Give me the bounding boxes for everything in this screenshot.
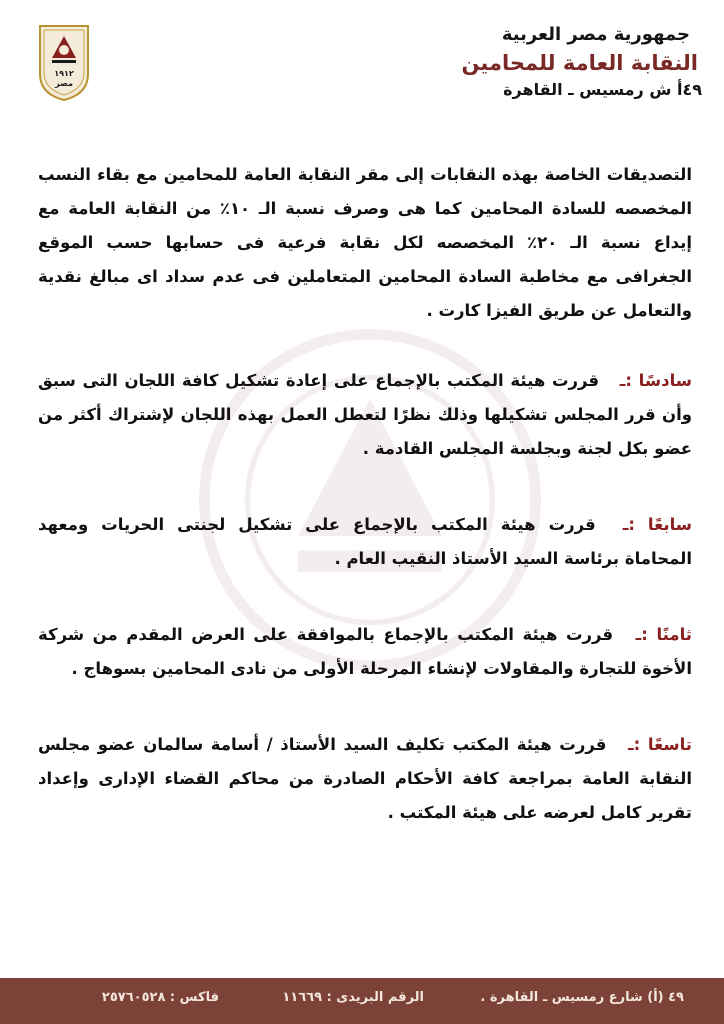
document-body [38, 158, 692, 872]
paragraph-text: قررت هيئة المكتب بالإجماع على تشكيل لجنتى الحريات ومعهد المحاماة برئاسة السيد الأستاذ النقيب العام . [38, 515, 692, 568]
paragraph-lead: سادسًا :ـ [619, 371, 692, 390]
paragraph [38, 364, 692, 466]
header-address: ٤٩أ ش رمسيس ـ القاهرة [503, 80, 702, 99]
footer-fax: فاكس : ٢٥٧٦٠٥٢٨ [101, 990, 219, 1005]
footer-postal-code: الرقم البريدى : ١١٦٦٩ [282, 990, 424, 1005]
footer-address: ٤٩ (أ) شارع رمسيس ـ القاهرة . [480, 990, 684, 1005]
organization-name: النقابة العامة للمحامين [461, 51, 698, 75]
paragraph-text: قررت هيئة المكتب تكليف السيد الأستاذ / أسامة سالمان عضو مجلس النقابة العامة بمراجعة كافة الأحكام الصادرة من محاكم القضاء الإدارى وإعداد تقرير كامل لعرضه على هيئة المكتب . [38, 735, 692, 822]
paragraph [38, 158, 692, 328]
paragraph-lead: سابعًا :ـ [622, 515, 693, 534]
paragraph-text: التصديقات الخاصة بهذه النقابات إلى مقر النقابة العامة للمحامين مع بقاء النسب المخصصه للسادة المحامين كما هى وصرف نسبة الـ ١٠٪ من النقابة العامة مع إيداع نسبة الـ ٢٠٪ المخصصه لكل نقابة فرعية فى حسابها حسب الموقع الجغرافى مع مخاطبة السادة المحامين المتعاملين فى عدم سداد اى مبالغ نقدية والتعامل عن طريق الفيزا كارت . [38, 165, 693, 320]
paragraph-lead: تاسعًا :ـ [628, 735, 693, 754]
logo-year: ١٩١٢ [54, 69, 74, 78]
paragraph [38, 728, 692, 830]
paragraph-text: قررت هيئة المكتب بالإجماع بالموافقة على العرض المقدم من شركة الأخوة للتجارة والمقاولات لإنشاء المرحلة الأولى من نادى المحامين بسوهاج . [38, 625, 692, 678]
paragraph-lead: ثامنًا :ـ [635, 625, 692, 644]
paragraph-text: قررت هيئة المكتب بالإجماع على إعادة تشكيل كافة اللجان التى سبق وأن قرر المجلس تشكيلها وذلك نظرًا لتعطل العمل بهذه اللجان لإشتراك أكثر من عضو بكل لجنة وبجلسة المجلس القادمة . [38, 371, 692, 458]
footer-bar [0, 978, 724, 1024]
paragraph [38, 508, 692, 576]
letterhead [422, 22, 702, 102]
syndicate-logo-icon [36, 22, 92, 102]
paragraph [38, 618, 692, 686]
footer-contact [0, 986, 724, 1014]
logo-label: مصر [55, 79, 73, 88]
country-name: جمهورية مصر العربية [501, 24, 690, 45]
